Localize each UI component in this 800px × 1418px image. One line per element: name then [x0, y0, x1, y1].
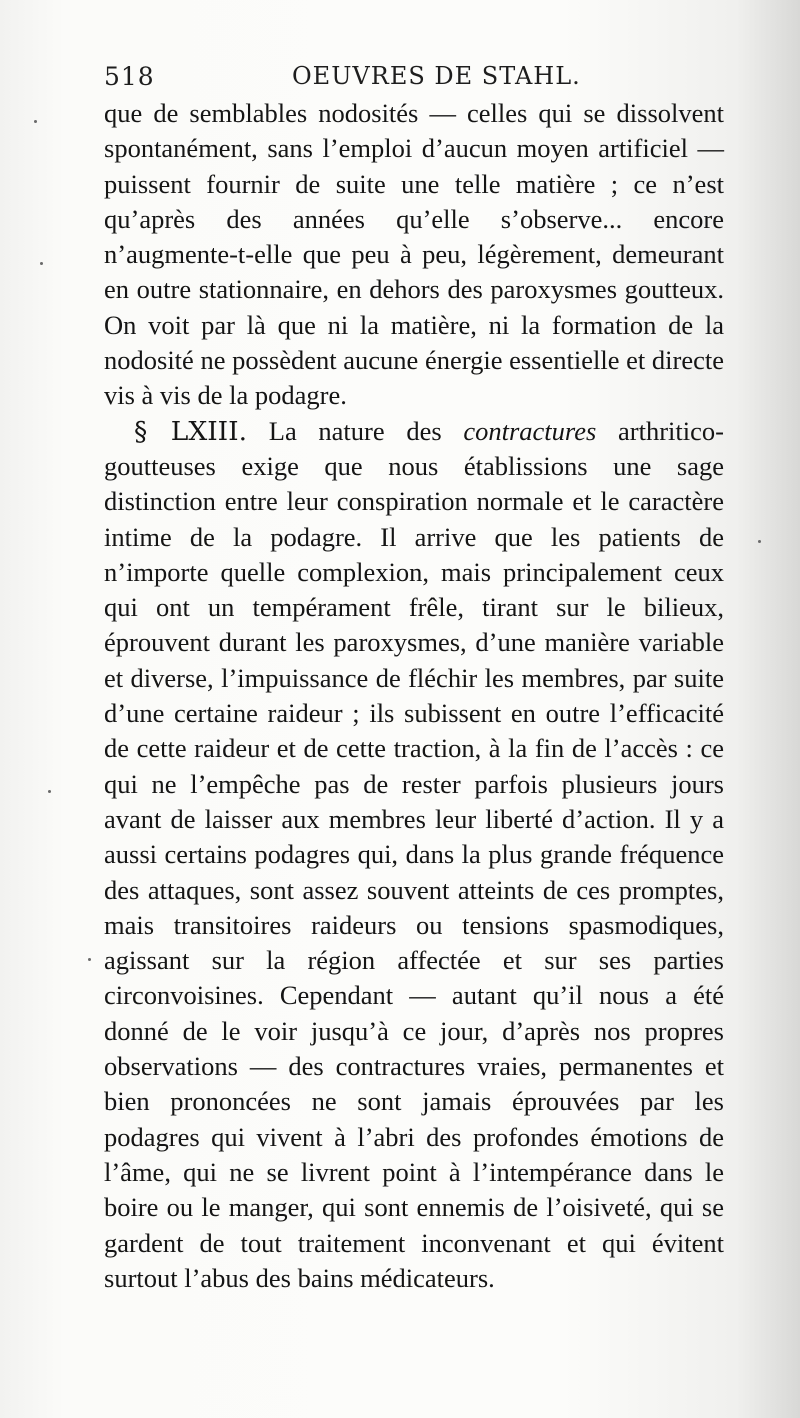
scan-speck [48, 790, 51, 793]
scan-speck [34, 120, 37, 123]
page-header [104, 58, 724, 92]
paragraph-2-lead: La nature des [247, 415, 464, 446]
page-number: 518 [104, 62, 155, 91]
italic-term: contractures [463, 415, 597, 446]
paragraph-1: que de semblables nodosités — celles qui se dissolvent spontanément, sans l’emploi d’aucun moyen artificiel — puissent fournir de suite une telle matière ; ce n’est qu’après des années qu’elle s’observe... encore n’augmente-t-elle que peu à peu, légèrement, demeurant en outre stationnaire, en dehors des paroxysmes goutteux. On voit par là que ni la matière, ni la formation de la nodosité ne possèdent aucune énergie essentielle et directe vis à vis de la podagre. [104, 98, 724, 411]
scan-speck [40, 262, 43, 265]
paragraph-2 [104, 414, 724, 1296]
paragraph-2-body: arthritico-goutteuses exige que nous établissions une sage distinction entre leur conspiration normale et le caractère intime de la podagre. Il arrive que les patients de n’importe quelle complexion, mais principalement ceux qui ont un tempérament frêle, tirant sur le bilieux, éprouvent durant les paroxysmes, d’une manière variable et diverse, l’impuissance de fléchir les membres, par suite d’une certaine raideur ; ils subissent en outre l’efficacité de cette raideur et de cette traction, à la fin de l’accès : ce qui ne l’empêche pas de rester parfois plusieurs jours avant de laisser aux membres leur liberté d’action. Il y a aussi certains podagres qui, dans la plus grande fréquence des attaques, sont assez souvent atteints de ces promptes, mais transitoires raideurs ou tensions spasmodiques, agissant sur la région affectée et sur ses parties circonvoisines. Cependant — autant qu’il nous a été donné de le voir jusqu’à ce jour, d’après nos propres observations — des contractures vraies, permanentes et bien prononcées ne sont jamais éprouvées par les podagres qui vivent à l’abri des profondes émotions de l’âme, qui ne se livrent point à l’intempérance dans le boire ou le manger, qui sont ennemis de l’oisiveté, qui se gardent de tout traitement inconvenant et qui évitent surtout l’abus des bains médicateurs. [104, 415, 724, 1293]
scan-speck [758, 540, 761, 543]
running-title: OEUVRES DE STAHL. [292, 62, 581, 90]
scan-speck [88, 958, 91, 961]
body-text [104, 96, 724, 1296]
section-marker: § LXIII. [134, 415, 248, 447]
